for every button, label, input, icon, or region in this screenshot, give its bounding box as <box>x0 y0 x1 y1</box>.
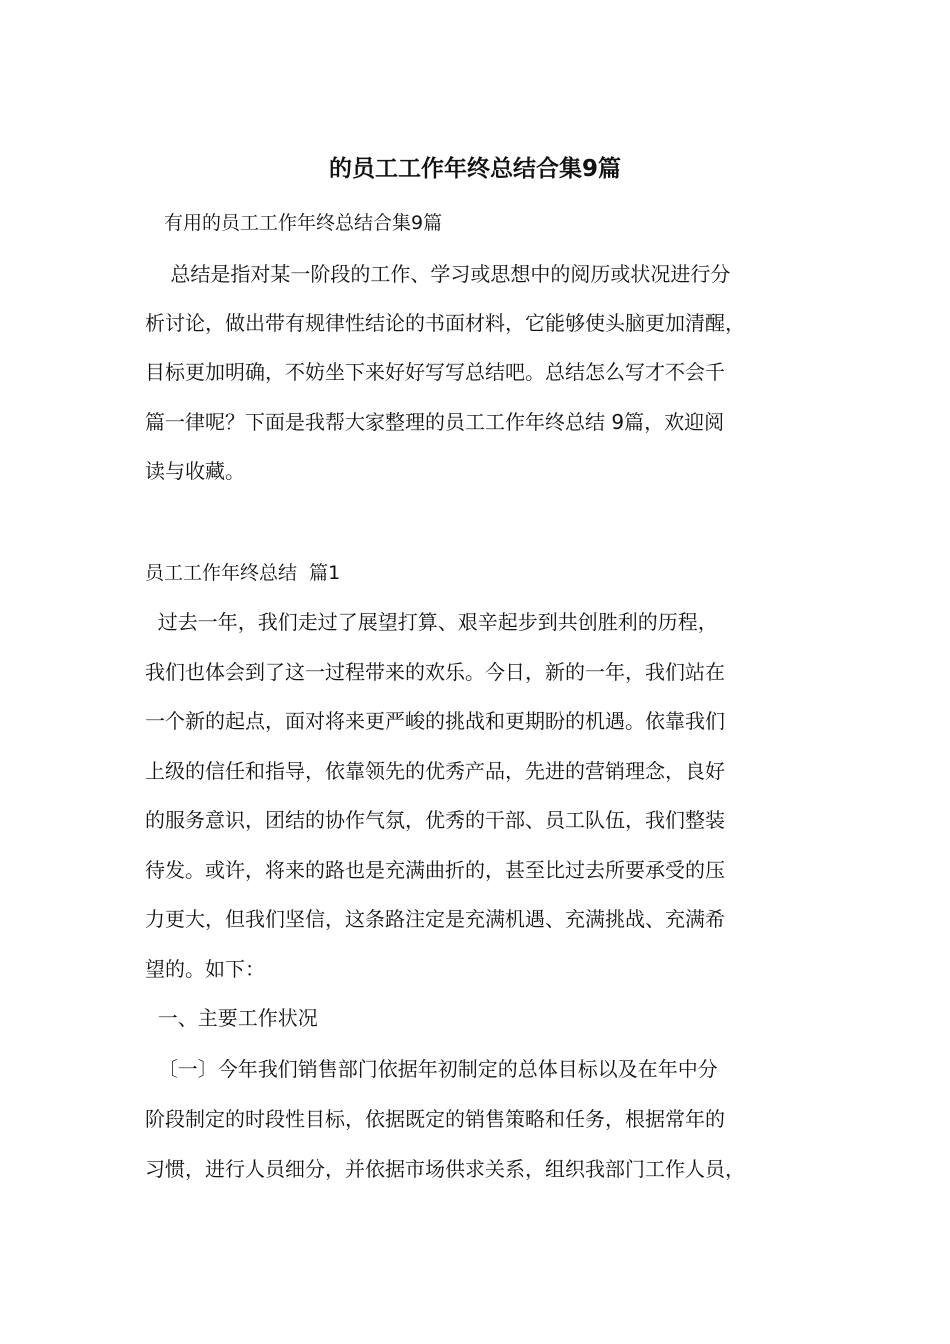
paragraph-line: 待发。或许，将来的路也是充满曲折的，甚至比过去所要承受的压 <box>145 857 725 882</box>
paragraph-line: 力更大，但我们坚信，这条路注定是充满机遇、充满挑战、充满希 <box>145 907 725 931</box>
paragraph-line: 一个新的起点，面对将来更严峻的挑战和更期盼的机遇。依靠我们 <box>145 709 725 733</box>
paragraph-line: 过去一年，我们走过了展望打算、艰辛起步到共创胜利的历程， <box>145 610 718 634</box>
paragraph-line: 析讨论，做出带有规律性结论的书面材料，它能够使头脑更加清醒， <box>145 311 745 336</box>
paragraph-line: 〔一〕今年我们销售部门依据年初制定的总体目标以及在年中分 <box>145 1057 718 1081</box>
subsection-heading: 一、主要工作状况 <box>145 1006 318 1030</box>
paragraph-line: 上级的信任和指导，依靠领先的优秀产品，先进的营销理念，良好 <box>145 758 725 783</box>
paragraph-line: 目标更加明确，不妨坐下来好好写写总结吧。总结怎么写才不会千 <box>145 360 725 385</box>
paragraph-line: 望的。如下： <box>145 956 265 981</box>
section-heading: 员工工作年终总结 篇1 <box>145 562 341 584</box>
paragraph-line: 读与收藏。 <box>145 458 245 483</box>
body-paragraph-2 <box>145 1044 825 1194</box>
paragraph-line: 篇一律呢？下面是我帮大家整理的员工工作年终总结 9篇，欢迎阅 <box>145 409 725 434</box>
paragraph-line: 阶段制定的时段性目标，依据既定的销售策略和任务，根据常年的 <box>145 1107 725 1131</box>
document-subtitle: 有用的员工工作年终总结合集9篇 <box>164 212 443 234</box>
paragraph-line: 我们也体会到了这一过程带来的欢乐。今日，新的一年，我们站在 <box>145 659 725 684</box>
paragraph-line: 习惯，进行人员细分，并依据市场供求关系，组织我部门工作人员， <box>145 1157 745 1181</box>
paragraph-line: 总结是指对某一阶段的工作、学习或思想中的阅历或状况进行分 <box>145 262 731 286</box>
intro-paragraph <box>145 250 825 496</box>
body-paragraph-1 <box>145 598 825 1044</box>
document-title: 的员工工作年终总结合集9篇 <box>328 156 621 182</box>
paragraph-line: 的服务意识，团结的协作气氛，优秀的干部、员工队伍，我们整装 <box>145 808 725 832</box>
